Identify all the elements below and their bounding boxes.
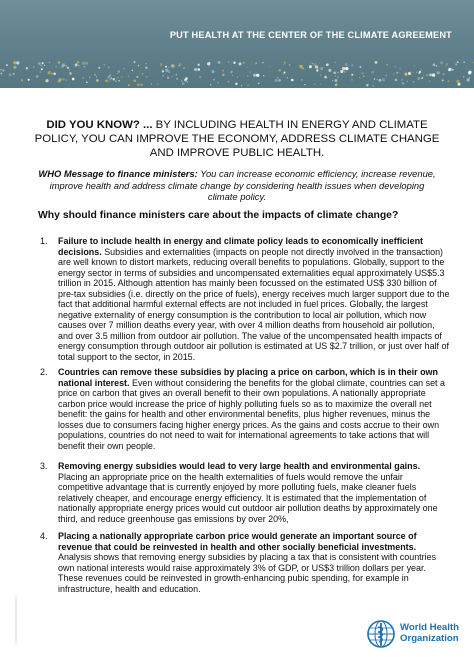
banner-dot: [197, 64, 199, 66]
banner-dot: [351, 74, 353, 76]
banner-dot: [302, 67, 304, 69]
banner-dot: [304, 84, 305, 85]
banner-dot: [96, 79, 99, 82]
banner-dot: [110, 79, 112, 81]
banner-dot: [275, 79, 278, 82]
banner-dot: [98, 67, 100, 69]
banner-dot: [368, 84, 369, 85]
banner-dot: [136, 76, 138, 78]
banner-dot: [49, 62, 50, 63]
banner-dot: [361, 72, 363, 74]
banner-dot: [40, 71, 41, 72]
banner-dot: [333, 71, 336, 74]
banner-dot: [269, 66, 270, 67]
banner-dot: [162, 70, 164, 72]
banner-dot: [210, 84, 211, 85]
list-item-lead: Removing energy subsidies would lead to very large health and environmental gains.: [58, 461, 421, 471]
banner-dot: [393, 73, 394, 74]
banner-dot: [351, 64, 353, 66]
banner-dot: [67, 67, 69, 69]
banner-dot: [133, 61, 135, 63]
who-message: [34, 168, 440, 203]
banner-dot: [0, 73, 2, 75]
banner-dot: [36, 75, 39, 78]
banner-dot: [375, 61, 378, 64]
banner-dot: [228, 81, 229, 82]
list-item-lead: Failure to include health in energy and climate policy leads to economically inefficient decisions.: [58, 236, 424, 257]
banner-dot: [283, 73, 284, 74]
banner-dot: [21, 79, 23, 81]
banner-dot: [69, 73, 71, 75]
banner-dot: [182, 82, 185, 85]
list-item: [40, 531, 450, 594]
banner-dot: [291, 79, 294, 82]
banner-dot: [332, 80, 333, 81]
banner-dot: [320, 84, 321, 85]
banner-dot: [316, 69, 318, 71]
banner-dot: [59, 78, 62, 81]
banner-dot: [426, 74, 428, 76]
margin-decoration: [12, 596, 20, 644]
banner-dot: [469, 77, 470, 78]
banner-dot: [160, 63, 163, 66]
banner-dot: [157, 83, 159, 85]
banner-dot: [247, 67, 248, 68]
banner-dot: [74, 64, 77, 67]
banner-dot: [313, 63, 316, 66]
banner-dot: [263, 75, 264, 76]
banner-dot: [418, 77, 421, 80]
banner-dot: [217, 61, 220, 64]
banner-dot: [442, 73, 444, 75]
banner-dot: [85, 62, 88, 65]
banner-dot: [351, 79, 353, 81]
banner-dot: [337, 72, 339, 74]
list-item-text: Placing an appropriate price on the health externalities of fuels would remove the unfair competitive advantage that is currently enjoyed by more polluting fuels, make cleaner fuels relatively cheaper, and encourage energy efficiency. It is estimated that the implementation of nationally appropriate energy prices would cut outdoor air pollution deaths by approximately one third, and reduce greenhouse gas emissions by over 20%,: [58, 471, 438, 524]
banner-dot: [171, 76, 172, 77]
banner-dot: [448, 69, 451, 72]
banner-dot: [9, 73, 12, 76]
banner-dot-pattern: [0, 58, 474, 88]
banner-dot: [231, 71, 233, 73]
banner-dot: [334, 62, 336, 64]
banner-dot: [118, 70, 120, 72]
banner-dot: [183, 67, 185, 69]
banner-dot: [146, 63, 147, 64]
banner-dot: [467, 78, 470, 81]
list-item: [40, 367, 450, 451]
banner-dot: [86, 81, 88, 83]
banner-dot: [445, 65, 447, 67]
banner-dot: [58, 61, 61, 64]
banner-dot: [345, 63, 348, 66]
banner-dot: [466, 68, 467, 69]
banner-dot: [94, 74, 96, 76]
banner-dot: [452, 69, 454, 71]
banner-dot: [312, 63, 313, 64]
banner-dot: [342, 67, 345, 70]
banner-dot: [167, 77, 169, 79]
banner-dot: [55, 66, 57, 68]
list-item-text: Subsidies and externalities (impacts on people not directly involved in the transaction) are well known to distort markets, reducing overall benefits to populations. Globally, support to the energy sector in terms of subsidies and uncompensated externalities equal approximately US$5.3 trillion in 2015. Although attention has mainly been focussed on the estimated US$ 330 billion of pre-tax subsidies (i.e. directly on the price of fuels), energy receives much larger support due to the fact that additional harmful external effects are not included in fuel prices. Globally, the largest negative externality of energy consumption is the contribution to local air pollution, which now causes over 7 million deaths every year, with over 4 million deaths from household air pollution, and over 3.5 million from outdoor air pollution. The value of the uncompensated health impacts of energy consumption through outdoor air pollution is estimated at US $2.7 trillion, or just over half of total support to the sector, in 2015.: [58, 246, 450, 363]
list-item-number: 1.: [40, 236, 48, 246]
banner-dot: [146, 76, 147, 77]
banner-dot: [310, 62, 311, 63]
banner-dot: [168, 70, 171, 73]
banner-dot: [409, 71, 411, 73]
banner-dot: [413, 72, 414, 73]
who-emblem-icon: [366, 619, 396, 649]
banner-dot: [301, 79, 302, 80]
banner-dot: [335, 79, 338, 82]
banner-dot: [437, 71, 440, 74]
banner-dot: [402, 82, 405, 85]
banner-dot: [121, 76, 122, 77]
who-message-lead: WHO Message to finance ministers:: [38, 168, 198, 179]
banner-dot: [440, 61, 443, 64]
banner-dot: [238, 62, 241, 65]
banner-dot: [279, 69, 282, 72]
section-question: Why should finance ministers care about the impacts of climate change?: [38, 210, 399, 221]
banner-dot: [385, 75, 387, 77]
banner-dot: [40, 64, 42, 66]
banner-dot: [104, 64, 106, 66]
banner-dot: [82, 77, 84, 79]
banner-dot: [222, 70, 224, 72]
banner-dot: [117, 73, 118, 74]
banner-dot: [107, 76, 110, 79]
banner-dot: [337, 76, 339, 78]
banner-dot: [400, 68, 401, 69]
banner-dot: [277, 77, 279, 79]
banner-dot: [395, 66, 396, 67]
banner-dot: [235, 82, 238, 85]
banner-dot: [386, 64, 388, 66]
banner-dot: [401, 79, 403, 81]
banner-dot: [69, 69, 70, 70]
banner-dot: [65, 79, 67, 81]
banner-dot: [232, 75, 233, 76]
banner-dot: [421, 77, 423, 79]
banner-dot: [6, 64, 8, 66]
who-message-text: You can increase economic efficiency, increase revenue, improve health and address climate change by considering health issues when developing climate policy.: [49, 168, 436, 203]
banner-dot: [396, 72, 398, 74]
banner-dot: [26, 67, 28, 69]
banner-dot: [299, 65, 302, 68]
list-item-text: Analysis shows that removing energy subsidies by placing a tax that is consistent with countries own national interests would raise approximately 3% of GDP, or US$3 trillion dollars per year. These revenues could be reinvested in growth-enhancing pubic spending, for example in infrastructure, health and education.: [58, 552, 437, 594]
who-logo-text: World Health Organization: [400, 622, 459, 644]
banner-dot: [436, 65, 437, 66]
banner-dot: [72, 78, 75, 81]
banner-dot: [309, 65, 312, 68]
banner-dot: [44, 65, 45, 66]
banner-dot: [283, 64, 284, 65]
banner-dot: [89, 77, 91, 79]
banner-dot: [134, 80, 137, 83]
banner-dot: [132, 70, 134, 72]
banner-dot: [432, 73, 435, 76]
banner-dot: [262, 62, 264, 64]
banner-dot: [433, 63, 436, 66]
banner-dot: [145, 67, 147, 69]
banner-dot: [128, 76, 129, 77]
banner-dot: [194, 68, 197, 71]
banner-dot: [340, 70, 343, 73]
banner-dot: [181, 80, 183, 82]
banner-dot: [222, 74, 225, 77]
headline-text: BY INCLUDING HEALTH IN ENERGY AND CLIMATE POLICY, YOU CAN IMPROVE THE ECONOMY, ADDRESS CLIMATE CHANGE AND IMPROVE PUBLIC HEALTH.: [34, 119, 440, 160]
banner-dot: [13, 61, 16, 64]
banner-dot: [373, 85, 374, 86]
banner-dot: [359, 66, 361, 68]
banner-dot: [284, 72, 286, 74]
banner-dot: [414, 66, 415, 67]
banner-dot: [108, 81, 109, 82]
banner-dot: [416, 72, 417, 73]
banner-dot: [328, 69, 331, 72]
banner-dot: [199, 76, 201, 78]
banner-dot: [237, 77, 238, 78]
banner-dot: [96, 76, 97, 77]
banner-dot: [456, 80, 459, 83]
banner-dot: [16, 61, 19, 64]
banner-dot: [463, 76, 465, 78]
banner-dot: [457, 61, 459, 63]
banner-dot: [118, 80, 120, 82]
list-item-text: Even without considering the benefits for the global climate, countries can set a price on carbon that gives an overall benefit to their own populations. A nationally appropriate carbon price would increase the price of highly polluting fuels so as to maximize the overall net benefit: the gains for health and other environmental benefits, plus higher revenues, minus the losses due to consumers facing higher energy prices. As the gains and costs accrue to their own populations, countries do not need to wait for international agreements to take actions that will benefit their own people.: [58, 377, 445, 451]
banner-dot: [161, 78, 162, 79]
banner-dot: [318, 68, 319, 69]
banner-dot: [137, 83, 140, 86]
banner-dot: [377, 79, 378, 80]
banner-dot: [13, 73, 15, 75]
banner-dot: [77, 61, 80, 64]
banner-dot: [374, 78, 376, 80]
banner-dot: [314, 83, 315, 84]
banner-dot: [228, 62, 229, 63]
banner-dot: [108, 66, 110, 68]
banner-dot: [379, 79, 382, 82]
banner-dot: [209, 62, 210, 63]
banner-dot: [165, 66, 167, 68]
banner-dot: [447, 80, 449, 82]
banner-dot: [65, 65, 66, 66]
banner-dot: [0, 69, 2, 71]
banner-dot: [278, 79, 281, 82]
banner-dot: [115, 81, 116, 82]
banner-dot: [289, 64, 291, 66]
list-item-number: 3.: [40, 461, 48, 471]
banner-dot: [41, 68, 43, 70]
banner-dot: [320, 74, 322, 76]
banner-dot: [336, 83, 338, 85]
banner-dot: [168, 67, 170, 69]
banner-dot: [320, 67, 323, 70]
banner-dot: [413, 81, 415, 83]
banner-dot: [13, 66, 16, 69]
banner-dot: [176, 78, 178, 80]
banner-dot: [419, 71, 421, 73]
banner-dot: [442, 79, 444, 81]
banner-dot: [335, 76, 336, 77]
banner-dot: [429, 73, 432, 76]
banner-dot: [213, 79, 215, 81]
banner-dot: [197, 68, 200, 71]
banner-dot: [53, 73, 56, 76]
banner-dot: [345, 67, 348, 70]
banner-dot: [33, 67, 34, 68]
header-banner: [0, 0, 474, 88]
banner-dot: [28, 79, 30, 81]
banner-dot: [61, 65, 64, 68]
list-item: [40, 461, 450, 524]
banner-dot: [123, 68, 125, 70]
banner-dot: [117, 77, 119, 79]
banner-dot: [326, 63, 329, 66]
banner-dot: [212, 70, 215, 73]
banner-dot: [51, 73, 53, 75]
banner-dot: [446, 63, 448, 65]
banner-dot: [247, 75, 248, 76]
banner-dot: [243, 62, 245, 64]
banner-dot: [142, 73, 144, 75]
banner-dot: [140, 84, 142, 86]
banner-dot: [233, 62, 235, 64]
banner-dot: [241, 85, 242, 86]
banner-dot: [455, 63, 457, 65]
banner-dot: [62, 78, 64, 80]
banner-dot: [287, 77, 288, 78]
list-item-lead: Placing a nationally appropriate carbon price would generate an important source of revenue that could be reinvested in health and other socially beneficial investments.: [58, 531, 417, 552]
banner-title: PUT HEALTH AT THE CENTER OF THE CLIMATE AGREEMENT: [169, 30, 452, 40]
banner-dot: [247, 84, 249, 86]
banner-dot: [420, 70, 422, 72]
banner-dot: [363, 76, 364, 77]
banner-dot: [47, 71, 50, 74]
banner-dot: [255, 62, 257, 64]
banner-dot: [463, 61, 464, 62]
banner-dot: [176, 74, 178, 76]
who-logo: [362, 618, 474, 654]
list-item-lead: Countries can remove these subsidies by placing a price on carbon, which is in their own national interest.: [58, 367, 438, 388]
banner-dot: [105, 79, 108, 82]
banner-dot: [250, 71, 251, 72]
banner-dot: [138, 65, 139, 66]
banner-dot: [38, 62, 41, 65]
list-item-number: 4.: [40, 531, 48, 541]
banner-dot: [218, 82, 219, 83]
banner-dot: [344, 71, 346, 73]
banner-dot: [111, 77, 112, 78]
banner-dot: [423, 75, 424, 76]
banner-dot: [429, 81, 430, 82]
banner-dot: [324, 76, 327, 79]
banner-dot: [184, 79, 187, 82]
banner-dot: [2, 69, 4, 71]
banner-dot: [258, 83, 260, 85]
banner-dot: [128, 84, 130, 86]
banner-dot: [178, 65, 180, 67]
banner-dot: [68, 85, 69, 86]
banner-dot: [256, 74, 259, 77]
banner-dot: [407, 81, 408, 82]
banner-dot: [45, 79, 48, 82]
banner-dot: [42, 62, 44, 64]
list-item-number: 2.: [40, 367, 48, 377]
banner-dot: [151, 83, 152, 84]
banner-dot: [395, 79, 398, 82]
list-item: [40, 236, 450, 363]
banner-dot: [253, 74, 256, 77]
banner-dot: [113, 78, 116, 81]
headline: [30, 118, 444, 161]
headline-lead: DID YOU KNOW? ...: [46, 119, 153, 131]
banner-dot: [82, 62, 85, 65]
banner-dot: [284, 61, 286, 63]
banner-dot: [171, 64, 174, 67]
banner-dot: [359, 77, 360, 78]
banner-dot: [162, 75, 164, 77]
banner-dot: [78, 65, 79, 66]
banner-dot: [382, 78, 385, 81]
banner-dot: [468, 71, 471, 74]
banner-dot: [84, 66, 86, 68]
banner-dot: [187, 81, 188, 82]
banner-dot: [371, 71, 374, 74]
banner-dot: [404, 74, 406, 76]
banner-dot: [457, 83, 460, 86]
